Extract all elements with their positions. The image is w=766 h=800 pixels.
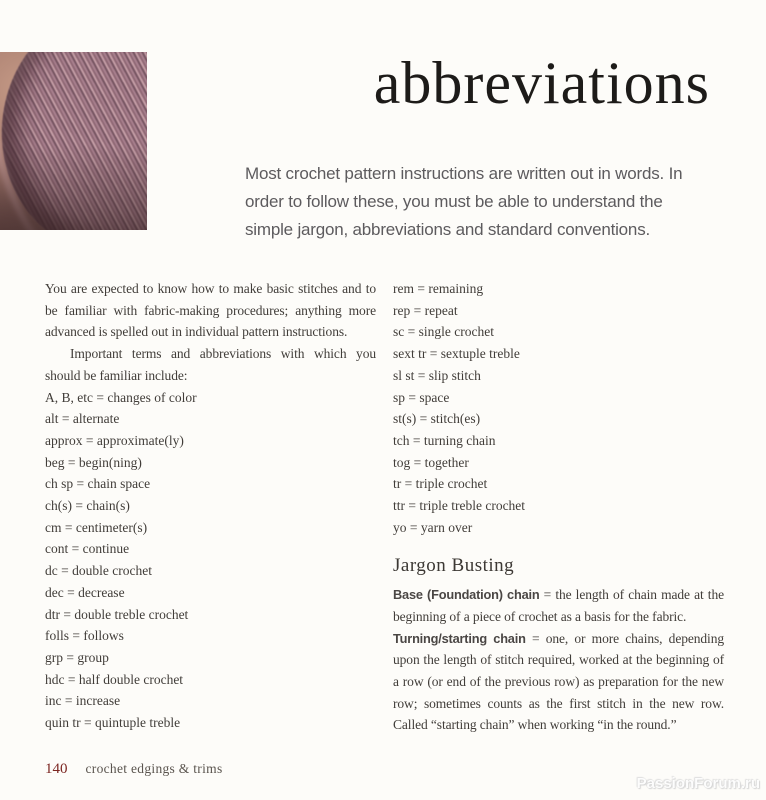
right-column <box>393 278 724 736</box>
watermark: PassionForum.ru <box>636 775 760 792</box>
yarn-photo <box>0 52 147 230</box>
abbreviation-item: A, B, etc = changes of color <box>45 389 197 405</box>
jargon-entry: Base (Foundation) chain = the length of chain made at the beginning of a piece of crochet as a basis for the fabric. <box>393 587 724 624</box>
abbreviation-item: sc = single crochet <box>393 324 494 340</box>
jargon-term: Base (Foundation) chain <box>393 587 540 603</box>
abbreviation-item: cont = continue <box>45 541 130 557</box>
abbreviation-item: ch(s) = chain(s) <box>45 498 130 514</box>
abbreviation-item: ch sp = chain space <box>45 476 151 492</box>
page-footer <box>45 760 223 778</box>
abbreviation-item: sl st = slip stitch <box>393 367 481 383</box>
abbreviation-item: folls = follows <box>45 628 124 644</box>
abbreviation-item: sp = space <box>393 389 450 405</box>
abbreviation-item: approx = approximate(ly) <box>45 432 184 448</box>
abbreviation-item: dec = decrease <box>45 584 125 600</box>
abbreviation-item: tr = triple crochet <box>393 476 488 492</box>
abbreviation-item: dc = double crochet <box>45 563 152 579</box>
abbreviation-item: rem = remaining <box>393 281 484 296</box>
abbreviation-item: st(s) = stitch(es) <box>393 411 481 427</box>
body-paragraph-2: Important terms and abbreviations with which you should be familiar include: <box>45 346 376 383</box>
abbreviation-item: dtr = double treble crochet <box>45 606 189 622</box>
abbreviation-item: sext tr = sextuple treble <box>393 346 520 362</box>
jargon-entries <box>393 584 724 736</box>
abbreviation-item: grp = group <box>45 649 109 665</box>
abbreviation-item: hdc = half double crochet <box>45 671 184 687</box>
abbreviation-item: cm = centimeter(s) <box>45 519 148 535</box>
abbreviation-item: ttr = triple treble crochet <box>393 498 526 514</box>
abbreviation-item: tch = turning chain <box>393 432 496 448</box>
footer-section-title: crochet edgings & trims <box>85 761 223 776</box>
abbreviation-item: alt = alternate <box>45 411 120 427</box>
abbreviation-item: beg = begin(ning) <box>45 454 142 470</box>
jargon-heading: Jargon Busting <box>393 555 515 577</box>
abbreviation-item: rep = repeat <box>393 302 458 318</box>
abbreviation-item: tog = together <box>393 454 469 470</box>
jargon-term: Turning/starting chain <box>393 630 526 646</box>
abbreviation-item: yo = yarn over <box>393 519 473 535</box>
body-paragraph-1: You are expected to know how to make basic stitches and to be familiar with fabric-making procedures; anything more advanced is spelled out in individual pattern instructions. <box>45 281 376 340</box>
page-title: abbreviations <box>373 50 710 116</box>
intro-paragraph: Most crochet pattern instructions are written out in words. In order to follow these, you must be able to understand the simple jargon, abbreviations and standard conventions. <box>245 164 683 239</box>
abbreviations-list-left <box>45 387 376 734</box>
left-column <box>45 278 376 734</box>
page-number: 140 <box>45 761 68 777</box>
abbreviation-item: quin tr = quintuple treble <box>45 715 181 731</box>
abbreviations-list-right <box>393 278 724 538</box>
abbreviation-item: inc = increase <box>45 693 121 709</box>
jargon-entry: Turning/starting chain = one, or more chains, depending upon the length of stitch required, worked at the beginning of a row (or end of the previous row) as preparation for the new row; sometimes counts as the first stitch in the new row. Called “starting chain” when working “in the round.” <box>393 630 725 733</box>
photo-shadow <box>0 145 147 230</box>
